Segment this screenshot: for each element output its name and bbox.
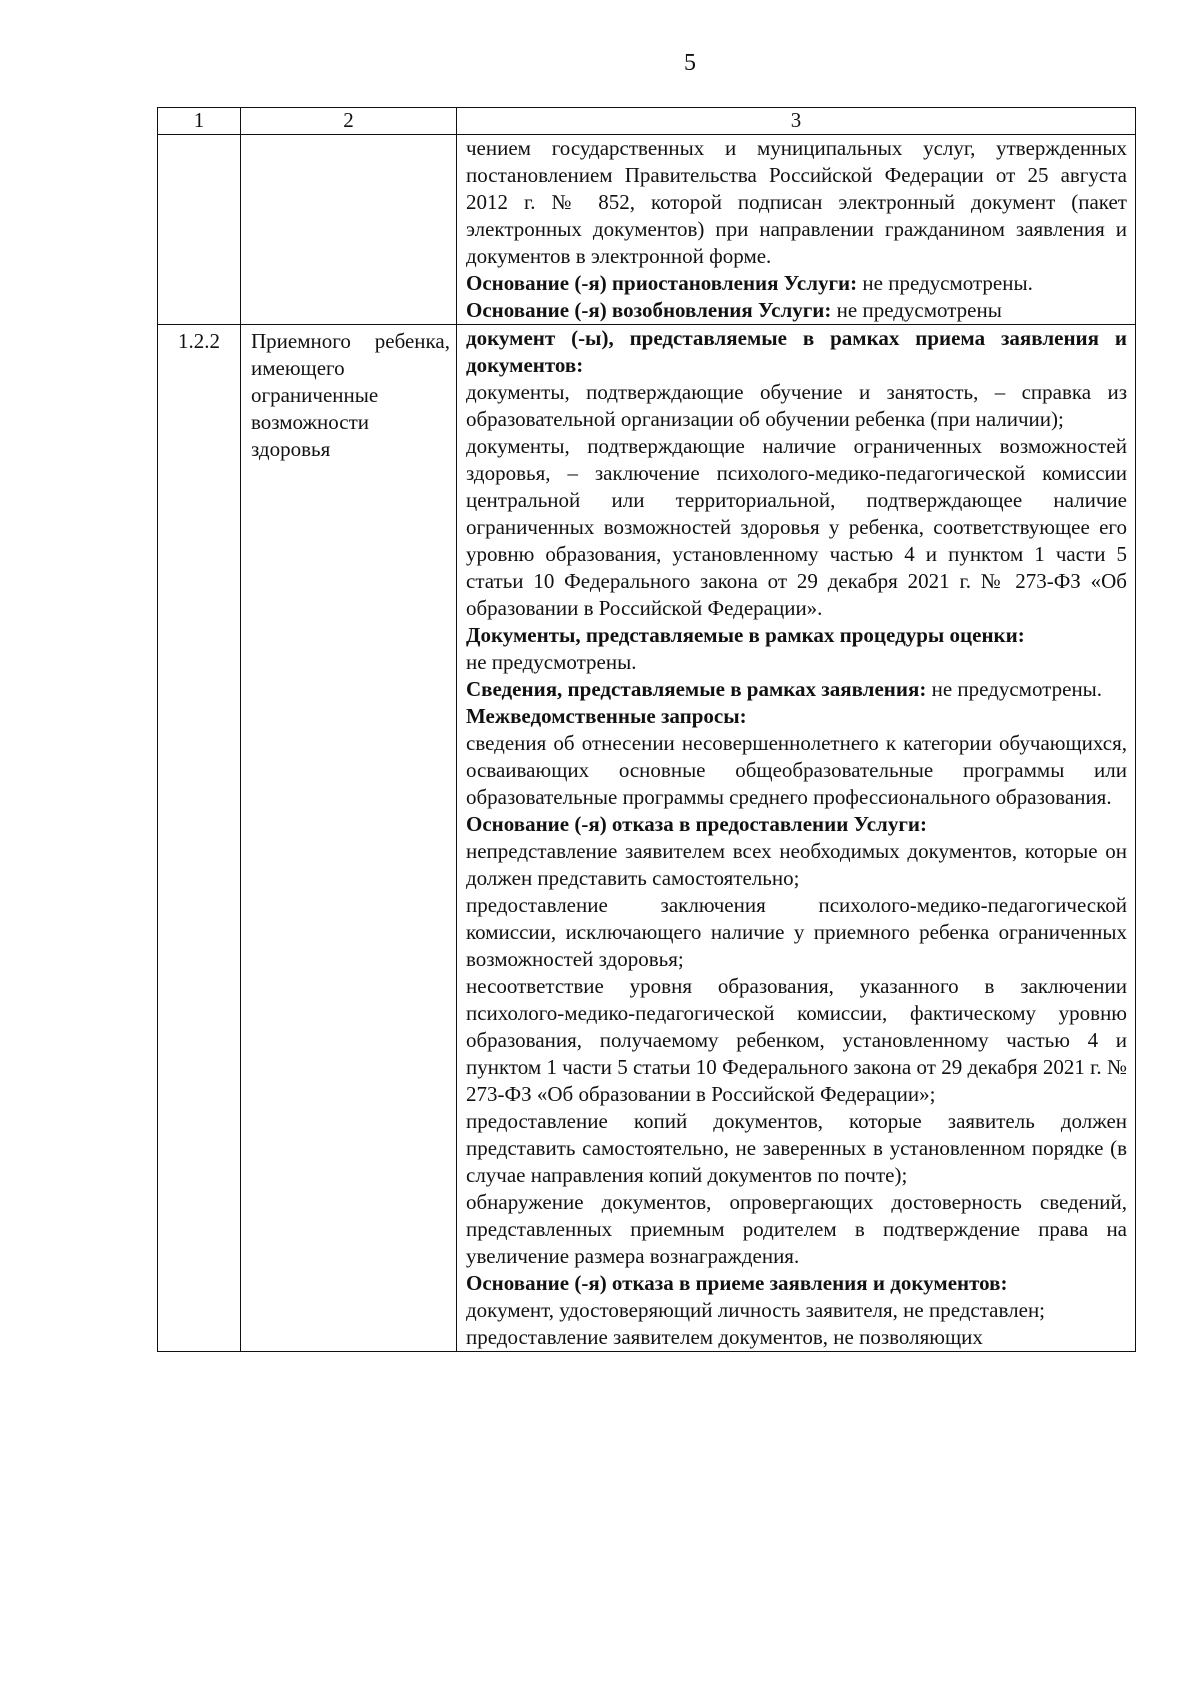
paragraph — [466, 325, 1127, 379]
column-header-3: 3 — [457, 108, 1136, 135]
paragraph-text: не предусмотрены. — [926, 677, 1103, 701]
paragraph-heading: Основание (-я) приостановления Услуги: — [466, 271, 858, 295]
paragraph — [466, 973, 1127, 1108]
paragraph-text: сведения об отнесении несовершеннолетнего к категории обучающихся, осваивающих основные общеобразовательные программы или образовательные программы среднего профессионального образования. — [466, 731, 1127, 809]
paragraph — [466, 676, 1127, 703]
table-row — [158, 135, 1136, 325]
paragraph — [466, 297, 1127, 324]
paragraph-heading: Межведомственные запросы: — [466, 704, 747, 728]
column-header-2: 2 — [241, 108, 457, 135]
paragraph-text: чением государственных и муниципальных услуг, утвержденных постановлением Правительства Российской Федерации от 25 августа 2012 г. № 852, которой подписан электронный документ (пакет электронных документов) при направлении гражданином заявления и документов в электронной форме. — [466, 136, 1127, 268]
paragraph-heading: Документы, представляемые в рамках процедуры оценки: — [466, 623, 1025, 647]
paragraph-text: несоответствие уровня образования, указанного в заключении психолого-медико-педагогической комиссии, фактическому уровню образования, получаемому ребенком, установленному частью 4 и пунктом 1 части 5 статьи 10 Федерального закона от 29 декабря 2021 г. № 273-ФЗ «Об образовании в Российской Федерации»; — [466, 974, 1127, 1106]
paragraph-text: непредставление заявителем всех необходимых документов, которые он должен представить самостоятельно; — [466, 839, 1127, 890]
paragraph-heading: документ (-ы), представляемые в рамках приема заявления и документов: — [466, 326, 1127, 377]
paragraph-heading: Основание (-я) отказа в приеме заявления и документов: — [466, 1271, 1008, 1295]
paragraph — [466, 1108, 1127, 1189]
paragraph — [466, 811, 1127, 838]
paragraph — [466, 838, 1127, 892]
document-table — [157, 107, 1136, 1352]
paragraph-text: не предусмотрены. — [466, 650, 637, 674]
paragraph-text: документ, удостоверяющий личность заявителя, не представлен; — [466, 1298, 1046, 1322]
paragraph — [466, 892, 1127, 973]
row-number-cell: 1.2.2 — [158, 325, 241, 1352]
paragraph — [466, 379, 1127, 433]
paragraph-text: документы, подтверждающие обучение и занятость, – справка из образовательной организации об обучении ребенка (при наличии); — [466, 380, 1127, 431]
page-number: 5 — [684, 50, 696, 76]
paragraph-text: документы, подтверждающие наличие ограниченных возможностей здоровья, – заключение психолого-медико-педагогической комиссии центральной или территориальной, подтверждающее наличие ограниченных возможностей здоровья у ребенка, соответствующее его уровню образования, установленному частью 4 и пунктом 1 части 5 статьи 10 Федерального закона от 29 декабря 2021 г. № 273-ФЗ «Об образовании в Российской Федерации». — [466, 434, 1127, 620]
paragraph-text: не предусмотрены. — [857, 271, 1033, 295]
paragraph-heading: Сведения, представляемые в рамках заявления: — [466, 677, 927, 701]
paragraph — [466, 622, 1127, 649]
paragraph — [466, 1324, 1127, 1351]
table-header-row — [158, 108, 1136, 135]
row-content-cell — [457, 135, 1136, 325]
paragraph — [466, 703, 1127, 730]
paragraph — [466, 1270, 1127, 1297]
column-header-1: 1 — [158, 108, 241, 135]
paragraph — [466, 649, 1127, 676]
paragraph-text: не предусмотрены — [831, 298, 1002, 322]
paragraph-heading: Основание (-я) возобновления Услуги: — [466, 298, 832, 322]
table-row — [158, 325, 1136, 1352]
paragraph-text: предоставление копий документов, которые заявитель должен представить самостоятельно, не заверенных в установленном порядке (в случае направления копий документов по почте); — [466, 1109, 1127, 1187]
paragraph-heading: Основание (-я) отказа в предоставлении Услуги: — [466, 812, 927, 836]
paragraph — [466, 1189, 1127, 1270]
paragraph — [466, 433, 1127, 622]
paragraph-text: предоставление заключения психолого-медико-педагогической комиссии, исключающего наличие у приемного ребенка ограниченных возможностей здоровья; — [466, 893, 1127, 971]
paragraph-text: предоставление заявителем документов, не позволяющих — [466, 1325, 983, 1349]
paragraph — [466, 1297, 1127, 1324]
row-number-cell — [158, 135, 241, 325]
paragraph — [466, 730, 1127, 811]
row-content-cell — [457, 325, 1136, 1352]
paragraph — [466, 270, 1127, 297]
row-name-cell — [241, 135, 457, 325]
row-name-cell: Приемного ребенка, имеющего ограниченные возможности здоровья — [241, 325, 457, 1352]
paragraph — [466, 135, 1127, 270]
paragraph-text: обнаружение документов, опровергающих достоверность сведений, представленных приемным родителем в подтверждение права на увеличение размера вознаграждения. — [466, 1190, 1127, 1268]
